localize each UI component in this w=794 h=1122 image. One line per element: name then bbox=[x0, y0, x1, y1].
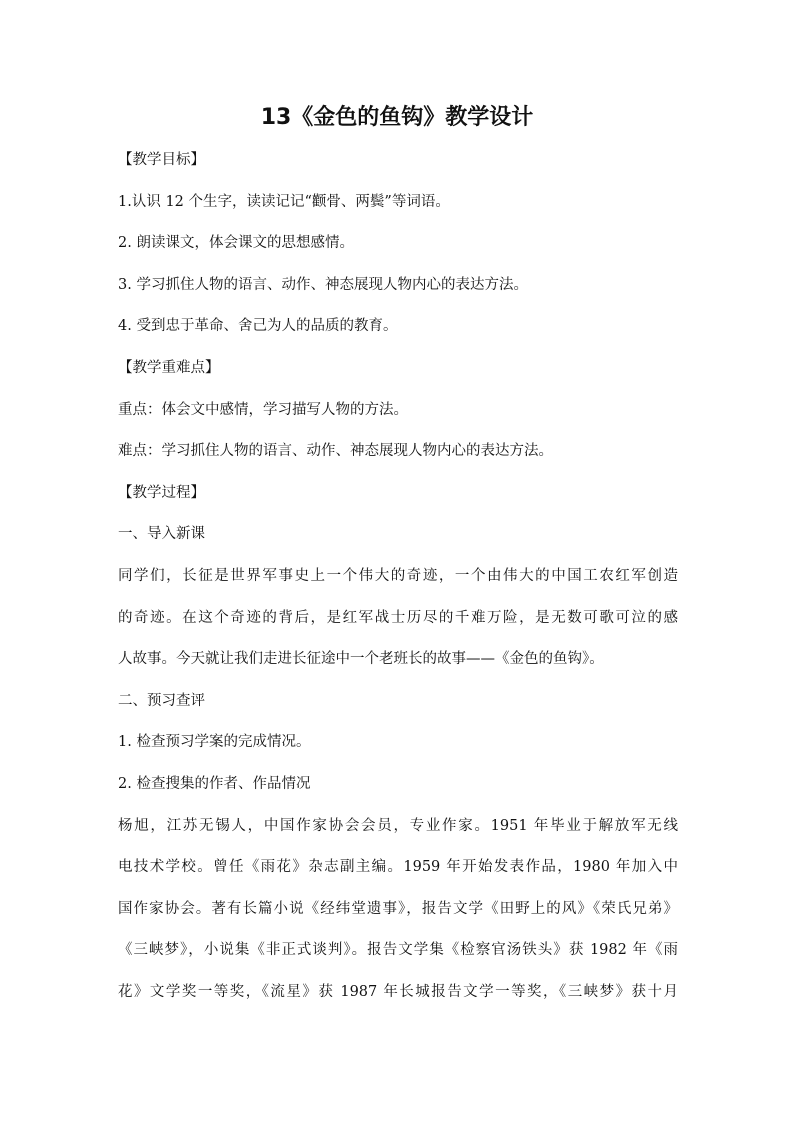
goal-item-2: 2. 朗读课文，体会课文的思想感情。 bbox=[118, 235, 354, 252]
part1-heading: 一、导入新课 bbox=[118, 526, 205, 543]
goals-heading: 【教学目标】 bbox=[118, 152, 205, 168]
author-line-3: 国作家协会。著有长篇小说《经纬堂遗事》，报告文学《田野上的风》《荣氏兄弟》 bbox=[118, 900, 678, 917]
process-heading: 【教学过程】 bbox=[118, 484, 205, 501]
author-line-4: 《三峡梦》，小说集《非正式谈判》。报告文学集《检察官汤铁头》获 1982 年《雨 bbox=[118, 942, 678, 959]
author-line-1: 杨旭，江苏无锡人，中国作家协会会员，专业作家。1951 年毕业于解放军无线 bbox=[118, 817, 678, 834]
document-title: 13《金色的鱼钩》教学设计 bbox=[260, 105, 534, 130]
part1-line-1: 同学们，长征是世界军事史上一个伟大的奇迹，一个由伟大的中国工农红军创造 bbox=[118, 567, 678, 584]
key-point: 重点：体会文中感情，学习描写人物的方法。 bbox=[118, 401, 408, 418]
key-difficult-heading: 【教学重难点】 bbox=[118, 359, 220, 376]
document-body bbox=[118, 140, 678, 1013]
part1-line-3: 人故事。今天就让我们走进长征途中一个老班长的故事——《金色的鱼钩》。 bbox=[118, 651, 604, 668]
goal-item-4: 4. 受到忠于革命、舍己为人的品质的教育。 bbox=[118, 318, 398, 335]
author-line-5: 花》文学奖一等奖，《流星》获 1987 年长城报告文学一等奖，《三峡梦》获十月 bbox=[118, 983, 678, 1000]
part2-item-1: 1. 检查预习学案的完成情况。 bbox=[118, 734, 311, 751]
author-line-2: 电技术学校。曾任《雨花》杂志副主编。1959 年开始发表作品，1980 年加入中 bbox=[118, 859, 678, 876]
difficult-point: 难点：学习抓住人物的语言、动作、神态展现人物内心的表达方法。 bbox=[118, 443, 553, 460]
goal-item-1: 1.认识 12 个生字，读读记记“颧骨、两鬓”等词语。 bbox=[118, 193, 450, 210]
part2-heading: 二、预习查评 bbox=[118, 692, 205, 709]
goal-item-3: 3. 学习抓住人物的语言、动作、神态展现人物内心的表达方法。 bbox=[118, 276, 528, 293]
part1-line-2: 的奇迹。在这个奇迹的背后，是红军战士历尽的千难万险，是无数可歌可泣的感 bbox=[118, 609, 678, 626]
part2-item-2: 2. 检查搜集的作者、作品情况 bbox=[118, 775, 311, 792]
